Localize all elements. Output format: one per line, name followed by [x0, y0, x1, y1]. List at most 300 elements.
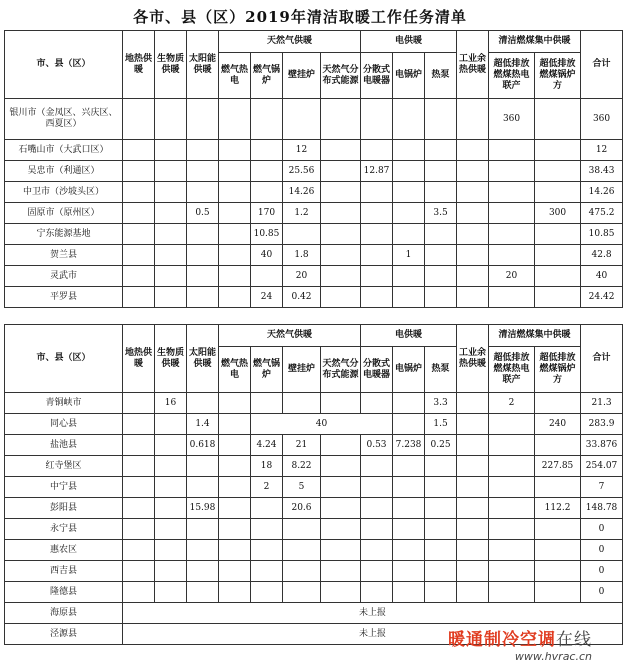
- value-cell: [425, 161, 457, 182]
- city-name: 西吉县: [5, 561, 123, 582]
- value-cell: 20.6: [283, 498, 321, 519]
- header-geothermal: 地热供暖: [123, 31, 155, 99]
- value-cell: [489, 414, 535, 435]
- table-row: [5, 140, 623, 161]
- value-cell: [489, 203, 535, 224]
- value-cell: [219, 161, 251, 182]
- header-ultra-chp: 超低排放燃煤热电联产: [489, 53, 535, 99]
- table-row: [5, 99, 623, 140]
- header-wall-boiler: 壁挂炉: [283, 347, 321, 393]
- table-row: [5, 245, 623, 266]
- watermark-brand-text: 暖通制冷空调: [448, 630, 556, 650]
- value-cell: [123, 498, 155, 519]
- value-cell: 0: [581, 582, 623, 603]
- value-cell: [457, 435, 489, 456]
- value-cell: [457, 140, 489, 161]
- value-cell: [219, 393, 251, 414]
- value-cell: [393, 182, 425, 203]
- table-row: [5, 498, 623, 519]
- value-cell: [123, 540, 155, 561]
- city-name: 隆德县: [5, 582, 123, 603]
- value-cell: [123, 477, 155, 498]
- value-cell: [489, 498, 535, 519]
- value-cell: [489, 582, 535, 603]
- value-cell: [321, 224, 361, 245]
- city-name: 盐池县: [5, 435, 123, 456]
- table-row: [5, 224, 623, 245]
- value-cell: [123, 182, 155, 203]
- value-cell: [283, 99, 321, 140]
- value-cell: [321, 161, 361, 182]
- value-cell: [283, 393, 321, 414]
- value-cell: [123, 266, 155, 287]
- city-name: 海原县: [5, 603, 123, 624]
- value-cell: [425, 561, 457, 582]
- header-wall-boiler: 壁挂炉: [283, 53, 321, 99]
- value-cell: 12: [283, 140, 321, 161]
- value-cell: [535, 393, 581, 414]
- value-cell: [219, 477, 251, 498]
- value-cell: [219, 456, 251, 477]
- header-industrial-waste: 工业余热供暖: [457, 325, 489, 393]
- city-name: 泾源县: [5, 624, 123, 645]
- value-cell: 12.87: [361, 161, 393, 182]
- value-cell: [155, 287, 187, 308]
- value-cell: [393, 203, 425, 224]
- value-cell: [489, 435, 535, 456]
- value-cell: [457, 245, 489, 266]
- city-name: 中卫市（沙坡头区）: [5, 182, 123, 203]
- value-cell: [155, 519, 187, 540]
- header-geothermal: 地热供暖: [123, 325, 155, 393]
- value-cell: [489, 477, 535, 498]
- value-cell: 475.2: [581, 203, 623, 224]
- value-cell: [219, 245, 251, 266]
- value-cell: 33.876: [581, 435, 623, 456]
- value-cell: [535, 435, 581, 456]
- value-cell: [361, 182, 393, 203]
- value-cell: [187, 561, 219, 582]
- value-cell: [489, 245, 535, 266]
- value-cell: [393, 561, 425, 582]
- value-cell: [251, 393, 283, 414]
- value-cell: [489, 140, 535, 161]
- header-elec-boiler: 电锅炉: [393, 347, 425, 393]
- value-cell: [251, 540, 283, 561]
- value-cell: [457, 203, 489, 224]
- value-cell: [393, 161, 425, 182]
- value-cell: 0.53: [361, 435, 393, 456]
- value-cell: 7: [581, 477, 623, 498]
- value-cell: [321, 140, 361, 161]
- value-cell: 1: [393, 245, 425, 266]
- value-cell: [393, 456, 425, 477]
- city-name: 固原市（原州区）: [5, 203, 123, 224]
- value-cell: 254.07: [581, 456, 623, 477]
- value-cell: [321, 582, 361, 603]
- header-gas-distributed: 天然气分布式能源: [321, 53, 361, 99]
- value-cell: [187, 245, 219, 266]
- city-name: 石嘴山市（大武口区）: [5, 140, 123, 161]
- value-cell: [219, 224, 251, 245]
- value-cell: 360: [581, 99, 623, 140]
- value-cell: [361, 393, 393, 414]
- value-cell: [321, 393, 361, 414]
- value-cell: [123, 140, 155, 161]
- header-solar: 太阳能供暖: [187, 31, 219, 99]
- value-cell: [251, 498, 283, 519]
- value-cell: 1.2: [283, 203, 321, 224]
- value-cell: [361, 540, 393, 561]
- value-cell: [361, 498, 393, 519]
- value-cell: [251, 99, 283, 140]
- value-cell: [283, 224, 321, 245]
- value-cell: [155, 582, 187, 603]
- value-cell: 112.2: [535, 498, 581, 519]
- city-name: 惠农区: [5, 540, 123, 561]
- city-name: 灵武市: [5, 266, 123, 287]
- value-cell: 283.9: [581, 414, 623, 435]
- value-cell: [361, 224, 393, 245]
- table-row: [5, 266, 623, 287]
- value-cell: [123, 456, 155, 477]
- value-cell: [393, 393, 425, 414]
- city-name: 平罗县: [5, 287, 123, 308]
- value-cell: [457, 477, 489, 498]
- value-cell: [251, 582, 283, 603]
- value-cell: 21.3: [581, 393, 623, 414]
- value-cell: [123, 519, 155, 540]
- value-cell: [219, 519, 251, 540]
- value-cell: [457, 266, 489, 287]
- value-cell: [219, 287, 251, 308]
- header-clean-coal-group: 清洁燃煤集中供暖: [489, 325, 581, 347]
- value-cell: 0.5: [187, 203, 219, 224]
- value-cell: [321, 498, 361, 519]
- value-cell: [489, 182, 535, 203]
- value-cell: 0.42: [283, 287, 321, 308]
- city-name: 青铜峡市: [5, 393, 123, 414]
- header-electric-group: 电供暖: [361, 31, 457, 53]
- value-cell: [251, 266, 283, 287]
- value-cell: [123, 435, 155, 456]
- value-cell: 5: [283, 477, 321, 498]
- value-cell: [219, 414, 251, 435]
- value-cell: 10.85: [251, 224, 283, 245]
- value-cell: [187, 519, 219, 540]
- value-cell: 240: [535, 414, 581, 435]
- header-city: 市、县（区）: [5, 325, 123, 393]
- value-cell: [361, 140, 393, 161]
- value-cell: [425, 287, 457, 308]
- value-cell: [425, 477, 457, 498]
- header-gas-group: 天然气供暖: [219, 31, 361, 53]
- header-gas-boiler: 燃气锅炉: [251, 53, 283, 99]
- value-cell: 18: [251, 456, 283, 477]
- header-heat-pump: 热泵: [425, 53, 457, 99]
- value-cell: [187, 266, 219, 287]
- value-cell: [489, 561, 535, 582]
- value-cell: [457, 561, 489, 582]
- table-row: [5, 203, 623, 224]
- value-cell: [361, 456, 393, 477]
- value-cell: [535, 245, 581, 266]
- header-heat-pump: 热泵: [425, 347, 457, 393]
- table-row: [5, 603, 623, 624]
- header-ultra-boiler: 超低排放燃煤锅炉方: [535, 53, 581, 99]
- value-cell: [489, 540, 535, 561]
- header-electric-group: 电供暖: [361, 325, 457, 347]
- header-gas-group: 天然气供暖: [219, 325, 361, 347]
- table-row: [5, 435, 623, 456]
- value-cell: [219, 99, 251, 140]
- value-cell: [219, 561, 251, 582]
- value-cell: 1.5: [425, 414, 457, 435]
- table-row: [5, 287, 623, 308]
- value-cell: [123, 161, 155, 182]
- header-gas-chp: 燃气热电: [219, 347, 251, 393]
- value-cell: [535, 477, 581, 498]
- value-cell: [535, 99, 581, 140]
- value-cell: [489, 287, 535, 308]
- value-cell: [155, 224, 187, 245]
- value-cell: [489, 456, 535, 477]
- value-cell: 40: [581, 266, 623, 287]
- value-cell: [219, 266, 251, 287]
- value-cell: [251, 561, 283, 582]
- header-gas-distributed: 天然气分布式能源: [321, 347, 361, 393]
- value-cell: [361, 287, 393, 308]
- value-cell: [425, 266, 457, 287]
- value-cell: [187, 477, 219, 498]
- value-cell: [489, 519, 535, 540]
- value-cell: [535, 561, 581, 582]
- value-cell: 21: [283, 435, 321, 456]
- value-cell: [123, 287, 155, 308]
- header-solar: 太阳能供暖: [187, 325, 219, 393]
- value-cell: [155, 99, 187, 140]
- value-cell: [393, 266, 425, 287]
- header-elec-heater: 分散式电暖器: [361, 347, 393, 393]
- unreported-note: 未上报: [123, 603, 623, 624]
- value-cell: [155, 414, 187, 435]
- header-total: 合计: [581, 325, 623, 393]
- value-cell: [155, 498, 187, 519]
- value-cell: 24: [251, 287, 283, 308]
- header-clean-coal-group: 清洁燃煤集中供暖: [489, 31, 581, 53]
- value-cell: 12: [581, 140, 623, 161]
- value-cell: [187, 393, 219, 414]
- value-cell: [535, 161, 581, 182]
- value-cell: [251, 519, 283, 540]
- value-cell: 4.24: [251, 435, 283, 456]
- table-row: [5, 477, 623, 498]
- value-cell: [425, 99, 457, 140]
- value-cell: [283, 582, 321, 603]
- value-cell: [393, 140, 425, 161]
- value-cell: [425, 224, 457, 245]
- value-cell: [535, 582, 581, 603]
- value-cell: 0: [581, 519, 623, 540]
- value-cell: [457, 582, 489, 603]
- value-cell: [155, 203, 187, 224]
- value-cell: [361, 203, 393, 224]
- value-cell: [457, 456, 489, 477]
- merged-gas-value: 40: [251, 414, 393, 435]
- value-cell: [155, 161, 187, 182]
- header-elec-boiler: 电锅炉: [393, 53, 425, 99]
- value-cell: [393, 519, 425, 540]
- value-cell: 10.85: [581, 224, 623, 245]
- value-cell: [321, 266, 361, 287]
- document-title: 各市、县（区）2019年清洁取暖工作任务清单: [133, 8, 467, 26]
- value-cell: [155, 540, 187, 561]
- value-cell: [155, 561, 187, 582]
- value-cell: [123, 414, 155, 435]
- value-cell: [123, 99, 155, 140]
- value-cell: [321, 477, 361, 498]
- value-cell: [393, 287, 425, 308]
- value-cell: [535, 266, 581, 287]
- value-cell: 20: [283, 266, 321, 287]
- value-cell: [187, 140, 219, 161]
- value-cell: [535, 519, 581, 540]
- value-cell: [283, 561, 321, 582]
- value-cell: 360: [489, 99, 535, 140]
- table-row: [5, 561, 623, 582]
- value-cell: [393, 498, 425, 519]
- value-cell: [361, 245, 393, 266]
- value-cell: [219, 140, 251, 161]
- value-cell: [187, 287, 219, 308]
- value-cell: [457, 498, 489, 519]
- city-name: 贺兰县: [5, 245, 123, 266]
- value-cell: [219, 582, 251, 603]
- header-biomass: 生物质供暖: [155, 325, 187, 393]
- value-cell: 14.26: [581, 182, 623, 203]
- value-cell: [321, 287, 361, 308]
- value-cell: [219, 498, 251, 519]
- value-cell: [393, 477, 425, 498]
- value-cell: 42.8: [581, 245, 623, 266]
- value-cell: [393, 540, 425, 561]
- value-cell: 20: [489, 266, 535, 287]
- value-cell: [321, 519, 361, 540]
- value-cell: 0.618: [187, 435, 219, 456]
- value-cell: [155, 456, 187, 477]
- header-ultra-boiler: 超低排放燃煤锅炉方: [535, 347, 581, 393]
- value-cell: [321, 456, 361, 477]
- value-cell: 0: [581, 540, 623, 561]
- value-cell: [393, 224, 425, 245]
- value-cell: [187, 540, 219, 561]
- value-cell: [321, 435, 361, 456]
- value-cell: [457, 540, 489, 561]
- value-cell: [361, 582, 393, 603]
- value-cell: [321, 561, 361, 582]
- value-cell: [393, 99, 425, 140]
- task-table-part1: [4, 30, 623, 308]
- city-name: 中宁县: [5, 477, 123, 498]
- value-cell: [219, 540, 251, 561]
- city-name: 银川市（金凤区、兴庆区、西夏区）: [5, 99, 123, 140]
- value-cell: 38.43: [581, 161, 623, 182]
- value-cell: 24.42: [581, 287, 623, 308]
- header-gas-boiler: 燃气锅炉: [251, 347, 283, 393]
- value-cell: [321, 99, 361, 140]
- value-cell: [123, 561, 155, 582]
- value-cell: 7.238: [393, 435, 425, 456]
- header-ultra-chp: 超低排放燃煤热电联产: [489, 347, 535, 393]
- header-total: 合计: [581, 31, 623, 99]
- value-cell: [187, 161, 219, 182]
- value-cell: [251, 161, 283, 182]
- value-cell: [425, 140, 457, 161]
- header-city: 市、县（区）: [5, 31, 123, 99]
- value-cell: [251, 182, 283, 203]
- value-cell: [321, 182, 361, 203]
- value-cell: [425, 519, 457, 540]
- value-cell: [123, 224, 155, 245]
- value-cell: [155, 266, 187, 287]
- value-cell: [457, 224, 489, 245]
- value-cell: 2: [251, 477, 283, 498]
- value-cell: [425, 498, 457, 519]
- header-biomass: 生物质供暖: [155, 31, 187, 99]
- value-cell: 14.26: [283, 182, 321, 203]
- value-cell: [123, 582, 155, 603]
- value-cell: [321, 203, 361, 224]
- value-cell: 148.78: [581, 498, 623, 519]
- value-cell: [155, 435, 187, 456]
- value-cell: [283, 519, 321, 540]
- value-cell: [535, 287, 581, 308]
- city-name: 吴忠市（利通区）: [5, 161, 123, 182]
- value-cell: [187, 99, 219, 140]
- value-cell: [425, 245, 457, 266]
- value-cell: 227.85: [535, 456, 581, 477]
- city-name: 彭阳县: [5, 498, 123, 519]
- value-cell: [361, 99, 393, 140]
- value-cell: [155, 245, 187, 266]
- value-cell: [425, 582, 457, 603]
- value-cell: [457, 182, 489, 203]
- table-row: [5, 414, 623, 435]
- site-watermark: [448, 625, 592, 663]
- header-elec-heater: 分散式电暖器: [361, 53, 393, 99]
- table-row: [5, 161, 623, 182]
- city-name: 永宁县: [5, 519, 123, 540]
- value-cell: [457, 287, 489, 308]
- value-cell: [393, 582, 425, 603]
- value-cell: [155, 140, 187, 161]
- value-cell: [457, 393, 489, 414]
- table-row: [5, 182, 623, 203]
- value-cell: 170: [251, 203, 283, 224]
- value-cell: [219, 435, 251, 456]
- watermark-suffix: 在线: [556, 630, 592, 650]
- table-row: [5, 393, 623, 414]
- value-cell: 0.25: [425, 435, 457, 456]
- city-name: 同心县: [5, 414, 123, 435]
- value-cell: [457, 519, 489, 540]
- value-cell: 15.98: [187, 498, 219, 519]
- value-cell: 16: [155, 393, 187, 414]
- value-cell: [489, 161, 535, 182]
- value-cell: [219, 203, 251, 224]
- value-cell: [361, 519, 393, 540]
- value-cell: 1.4: [187, 414, 219, 435]
